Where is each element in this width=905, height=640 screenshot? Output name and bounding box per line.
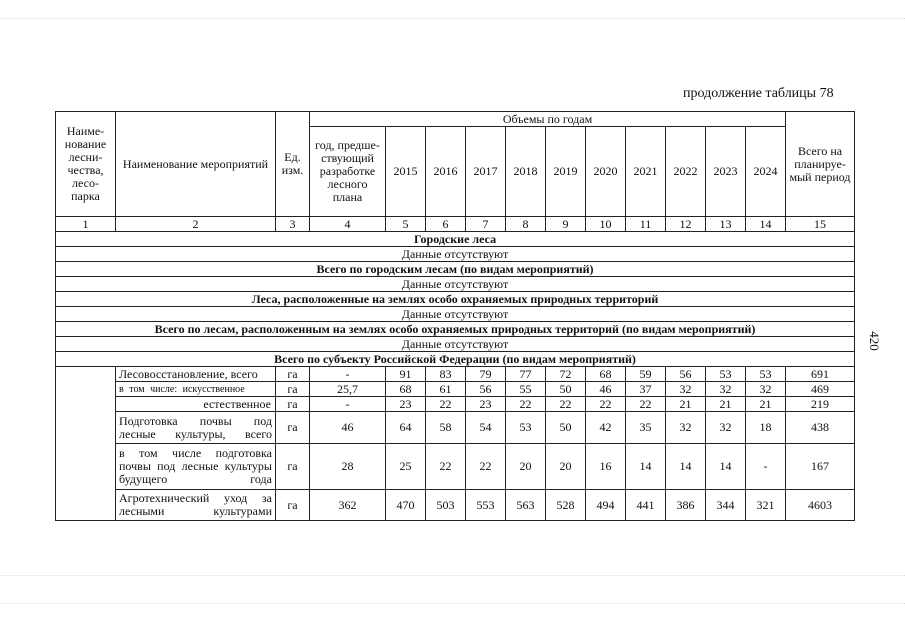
total-cell: 691 xyxy=(786,367,855,382)
column-number: 10 xyxy=(586,217,626,232)
header-dev-year: год, предше-ствующий разработке лесного плана xyxy=(310,127,386,217)
value-cell: 32 xyxy=(666,412,706,444)
activity-name: Подготовка почвы под лесные культуры, всего xyxy=(116,412,276,444)
total-cell: 219 xyxy=(786,397,855,412)
header-volumes: Объемы по годам xyxy=(310,112,786,127)
column-number: 6 xyxy=(426,217,466,232)
header-row-1 xyxy=(56,112,855,127)
column-number: 4 xyxy=(310,217,386,232)
value-cell: 35 xyxy=(626,412,666,444)
value-cell: 22 xyxy=(466,444,506,490)
section-row xyxy=(56,292,855,307)
value-cell: 386 xyxy=(666,490,706,521)
column-number: 5 xyxy=(386,217,426,232)
section-row xyxy=(56,247,855,262)
value-cell: 321 xyxy=(746,490,786,521)
column-number: 2 xyxy=(116,217,276,232)
value-cell: 23 xyxy=(466,397,506,412)
unit-cell: га xyxy=(276,444,310,490)
value-cell: 32 xyxy=(666,382,706,397)
header-year: 2019 xyxy=(546,127,586,217)
value-cell: 14 xyxy=(706,444,746,490)
unit-cell: га xyxy=(276,490,310,521)
column-number: 9 xyxy=(546,217,586,232)
prev-year-cell: - xyxy=(310,367,386,382)
value-cell: 470 xyxy=(386,490,426,521)
header-year: 2021 xyxy=(626,127,666,217)
section-title: Городские леса xyxy=(56,232,855,247)
unit-cell: га xyxy=(276,382,310,397)
scan-noise xyxy=(0,575,905,578)
prev-year-cell: 25,7 xyxy=(310,382,386,397)
total-cell: 469 xyxy=(786,382,855,397)
activity-name: в том числе подготовка почвы под лесные культуры будущего года xyxy=(116,444,276,490)
column-number: 1 xyxy=(56,217,116,232)
value-cell: 32 xyxy=(746,382,786,397)
activity-name: естественное xyxy=(116,397,276,412)
value-cell: 528 xyxy=(546,490,586,521)
column-number: 8 xyxy=(506,217,546,232)
header-year: 2022 xyxy=(666,127,706,217)
section-row xyxy=(56,277,855,292)
value-cell: 22 xyxy=(426,444,466,490)
value-cell: 441 xyxy=(626,490,666,521)
section-title: Леса, расположенные на землях особо охраняемых природных территорий xyxy=(56,292,855,307)
header-year: 2020 xyxy=(586,127,626,217)
header-year: 2023 xyxy=(706,127,746,217)
value-cell: 61 xyxy=(426,382,466,397)
header-total: Всего на планируе-мый период xyxy=(786,112,855,217)
unit-cell: га xyxy=(276,412,310,444)
value-cell: 83 xyxy=(426,367,466,382)
value-cell: 72 xyxy=(546,367,586,382)
section-row xyxy=(56,232,855,247)
value-cell: 494 xyxy=(586,490,626,521)
header-year: 2018 xyxy=(506,127,546,217)
value-cell: 58 xyxy=(426,412,466,444)
value-cell: 21 xyxy=(706,397,746,412)
scan-noise xyxy=(0,18,905,21)
table-row xyxy=(56,412,855,444)
value-cell: 16 xyxy=(586,444,626,490)
header-year: 2024 xyxy=(746,127,786,217)
column-number: 12 xyxy=(666,217,706,232)
value-cell: 56 xyxy=(466,382,506,397)
section-title: Всего по городским лесам (по видам мероприятий) xyxy=(56,262,855,277)
table-row xyxy=(56,367,855,382)
value-cell: - xyxy=(746,444,786,490)
prev-year-cell: 46 xyxy=(310,412,386,444)
value-cell: 503 xyxy=(426,490,466,521)
value-cell: 32 xyxy=(706,382,746,397)
activity-name: Лесовосстановление, всего xyxy=(116,367,276,382)
value-cell: 68 xyxy=(586,367,626,382)
column-number: 3 xyxy=(276,217,310,232)
value-cell: 14 xyxy=(666,444,706,490)
value-cell: 563 xyxy=(506,490,546,521)
unit-cell: га xyxy=(276,367,310,382)
value-cell: 53 xyxy=(706,367,746,382)
section-title: Всего по субъекту Российской Федерации (по видам мероприятий) xyxy=(56,352,855,367)
value-cell: 22 xyxy=(586,397,626,412)
section-row xyxy=(56,262,855,277)
value-cell: 553 xyxy=(466,490,506,521)
value-cell: 22 xyxy=(506,397,546,412)
value-cell: 53 xyxy=(506,412,546,444)
value-cell: 42 xyxy=(586,412,626,444)
no-data-note: Данные отсутствуют xyxy=(56,307,855,322)
section-row xyxy=(56,307,855,322)
no-data-note: Данные отсутствуют xyxy=(56,337,855,352)
activities-table xyxy=(55,111,855,521)
value-cell: 37 xyxy=(626,382,666,397)
value-cell: 59 xyxy=(626,367,666,382)
header-activity: Наименование мероприятий xyxy=(116,112,276,217)
header-forestry: Наиме-нование лесни-чества, лесо-парка xyxy=(56,112,116,217)
forestry-cell xyxy=(56,367,116,521)
column-number: 11 xyxy=(626,217,666,232)
column-number: 15 xyxy=(786,217,855,232)
section-row xyxy=(56,322,855,337)
value-cell: 50 xyxy=(546,412,586,444)
prev-year-cell: 362 xyxy=(310,490,386,521)
value-cell: 56 xyxy=(666,367,706,382)
value-cell: 14 xyxy=(626,444,666,490)
no-data-note: Данные отсутствуют xyxy=(56,247,855,262)
table-row xyxy=(56,397,855,412)
value-cell: 18 xyxy=(746,412,786,444)
total-cell: 167 xyxy=(786,444,855,490)
value-cell: 54 xyxy=(466,412,506,444)
prev-year-cell: 28 xyxy=(310,444,386,490)
scan-noise xyxy=(0,603,905,606)
table-caption: продолжение таблицы 78 xyxy=(683,86,834,101)
unit-cell: га xyxy=(276,397,310,412)
table-row xyxy=(56,382,855,397)
value-cell: 22 xyxy=(626,397,666,412)
column-number: 7 xyxy=(466,217,506,232)
total-cell: 4603 xyxy=(786,490,855,521)
column-number-row xyxy=(56,217,855,232)
page-number: 420 xyxy=(866,331,882,351)
value-cell: 32 xyxy=(706,412,746,444)
value-cell: 64 xyxy=(386,412,426,444)
value-cell: 344 xyxy=(706,490,746,521)
value-cell: 22 xyxy=(546,397,586,412)
column-number: 14 xyxy=(746,217,786,232)
value-cell: 23 xyxy=(386,397,426,412)
prev-year-cell: - xyxy=(310,397,386,412)
total-cell: 438 xyxy=(786,412,855,444)
value-cell: 20 xyxy=(506,444,546,490)
value-cell: 91 xyxy=(386,367,426,382)
header-year: 2016 xyxy=(426,127,466,217)
value-cell: 68 xyxy=(386,382,426,397)
header-year: 2015 xyxy=(386,127,426,217)
section-row xyxy=(56,352,855,367)
section-row xyxy=(56,337,855,352)
value-cell: 77 xyxy=(506,367,546,382)
value-cell: 21 xyxy=(666,397,706,412)
value-cell: 53 xyxy=(746,367,786,382)
table-row xyxy=(56,490,855,521)
section-title: Всего по лесам, расположенным на землях особо охраняемых природных территорий (по видам мероприятий) xyxy=(56,322,855,337)
value-cell: 21 xyxy=(746,397,786,412)
no-data-note: Данные отсутствуют xyxy=(56,277,855,292)
column-number: 13 xyxy=(706,217,746,232)
value-cell: 25 xyxy=(386,444,426,490)
value-cell: 79 xyxy=(466,367,506,382)
value-cell: 50 xyxy=(546,382,586,397)
value-cell: 22 xyxy=(426,397,466,412)
header-year: 2017 xyxy=(466,127,506,217)
value-cell: 46 xyxy=(586,382,626,397)
activity-name: Агротехнический уход за лесными культурами xyxy=(116,490,276,521)
value-cell: 55 xyxy=(506,382,546,397)
activity-name: в том числе: искусственное xyxy=(116,382,276,397)
value-cell: 20 xyxy=(546,444,586,490)
table-row xyxy=(56,444,855,490)
header-unit: Ед. изм. xyxy=(276,112,310,217)
